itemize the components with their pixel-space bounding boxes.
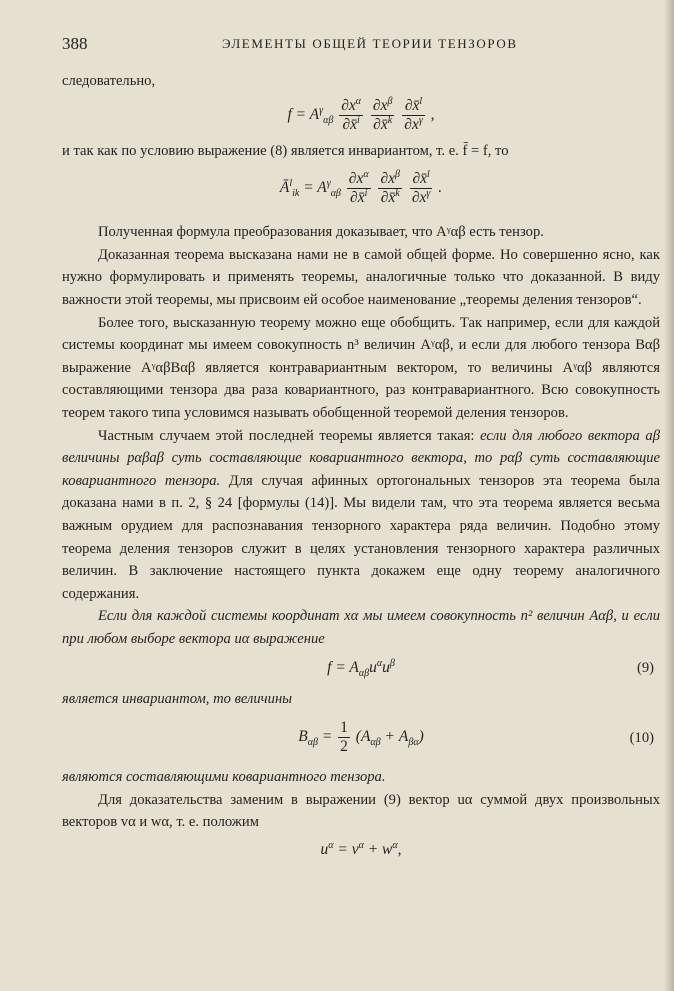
paragraph-result: Полученная формула преобразования доказывает, что Aᵞαβ есть тензор. bbox=[98, 224, 544, 241]
equation-label-9: (9) bbox=[636, 660, 654, 677]
formula-10: $B_{\alpha\beta}$ = $\frac{1}{2}$ $(A_{\alpha\beta} + A_{\beta\alpha})$ (10) bbox=[298, 719, 654, 756]
paragraph-intro: следовательно, bbox=[62, 73, 156, 89]
paragraph-conclusion: являются составляющими ковариантного тензора. bbox=[62, 769, 386, 786]
paragraph-theorem-naming: Доказанная теорема высказана нами не в самой общей форме. Но совершенно ясно, как нужно формулировать и применять теоремы, аналогичные только что доказанной. В виду важности этой теоремы, мы присвоим ей особое наименование „теоремы деления тензоров“. bbox=[62, 246, 660, 308]
page-edge-shadow bbox=[664, 0, 674, 991]
running-header bbox=[62, 34, 622, 56]
paragraph-generalization: Более того, высказанную теорему можно еще обобщить. Так например, если для каждой системы координат мы имеем совокупность n³ величин Aᵞαβ, и если для любого тензора Bαβ выражение AᵞαβBαβ является контравариантным вектором, то величины Aᵞαβ являются составляющими тензора два раза ковариантного, раз контравариантного. Всю совокупность теорем такого типа условимся называть обобщенной теоремой деления тензоров. bbox=[62, 314, 660, 421]
paragraph-invariant-condition: является инвариантом, то величины bbox=[62, 691, 293, 708]
paragraph-theorem-statement: Если для каждой системы координат xα мы имеем совокупность n² величин Aαβ, и если при любом выборе вектора uα выражение bbox=[62, 608, 660, 647]
formula-transform: $Ā^l_{ik} = A^\gamma_{\alpha\beta}$ $\frac{\partial x^\alpha}{\partial x̄^i}$ $\frac{\partial x^\beta}{\partial x̄^k}$ $\frac{\partial x̄^l}{\partial x^\gamma}$ . bbox=[279, 169, 443, 207]
half-numerator: 1 bbox=[340, 719, 348, 737]
paragraph-proof-start: Для доказательства заменим в выражении (9) вектор uα суммой двух произвольных векторов vα и wα, т. е. положим bbox=[62, 791, 660, 831]
special-case-lead: Частным случаем этой последней теоремы является такая: bbox=[98, 427, 481, 444]
half-denominator: 2 bbox=[340, 738, 348, 756]
paragraph-invariant: и так как по условию выражение (8) является инвариантом, т. е. f̄ = f, то bbox=[62, 142, 509, 159]
running-title: ЭЛЕМЕНТЫ ОБЩЕЙ ТЕОРИИ ТЕНЗОРОВ bbox=[222, 36, 518, 51]
special-case-theorem: если для любого вектора aβ величины pαβaβ суть составляющие ковариантного вектора, то pαβ суть составляющие ковариантного тензора. bbox=[62, 427, 660, 489]
page-body bbox=[62, 70, 660, 860]
special-case-remarks: Для случая афинных ортогональных тензоров эта теорема была доказана нами в п. 2, § 24 [формулы (14)]. Мы видели там, что эта теорема является весьма важным орудием для распознавания тензорного характера ряда величин. Подобно этому теорема деления тензоров служит в целях установления тензорного характера различных величин. В заключение настоящего пункта докажем еще одну теорему аналогичного содержания. bbox=[62, 472, 660, 602]
paragraph-special-case bbox=[62, 425, 660, 606]
formula-9: $f = A_{\alpha\beta}u^\alpha u^\beta$ (9) bbox=[327, 658, 654, 680]
formula-f: $f = A^\gamma_{\alpha\beta}$ $\frac{\partial x^\alpha}{\partial x̄^i}$ $\frac{\partial x^\beta}{\partial x̄^k}$ $\frac{\partial x̄^l}{\partial x^\gamma}$ , bbox=[287, 95, 435, 133]
page-number: 388 bbox=[62, 34, 88, 53]
equation-label-10: (10) bbox=[629, 729, 654, 746]
formula-substitution: $u^\alpha = v^\alpha + w^\alpha$, bbox=[320, 839, 402, 858]
